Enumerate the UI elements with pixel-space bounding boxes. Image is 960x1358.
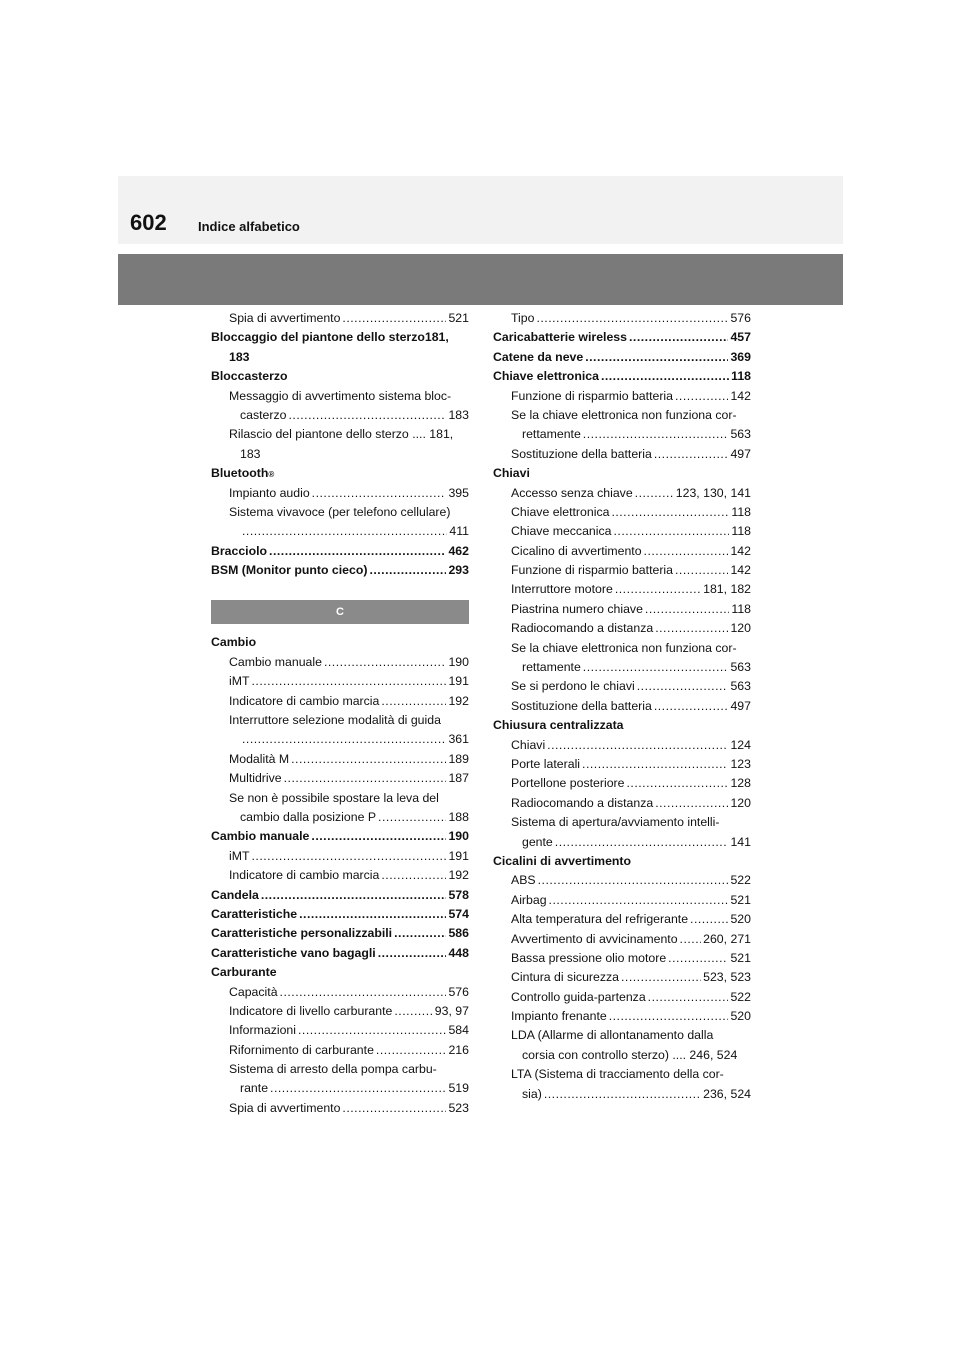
dot-leader	[288, 406, 446, 425]
entry-text: Indicatore di cambio marcia	[229, 693, 380, 708]
index-entries-c	[211, 633, 469, 1118]
dot-leader	[680, 930, 702, 949]
page-reference: 187	[448, 771, 469, 786]
entry-text: Sostituzione della batteria	[511, 446, 652, 461]
entry-text: Alta temperatura del refrigerante	[511, 912, 689, 927]
index-entry	[211, 730, 469, 749]
index-entry	[493, 425, 751, 444]
dot-leader	[635, 484, 674, 503]
dot-leader	[655, 794, 728, 813]
entry-text: Cicalino di avvertimento	[511, 543, 642, 558]
index-entry	[211, 692, 469, 711]
entry-text: Sistema vivavoce (per telefono cellulare)	[229, 504, 451, 519]
index-entry	[493, 833, 751, 852]
index-entry	[493, 639, 751, 658]
dot-leader	[242, 730, 446, 749]
index-entry	[211, 367, 469, 386]
page-reference: 361	[448, 732, 469, 747]
entry-text: Radiocomando a distanza	[511, 621, 654, 636]
entry-text: Radiocomando a distanza	[511, 795, 654, 810]
index-entry	[493, 988, 751, 1007]
dot-leader	[583, 658, 729, 677]
dot-leader	[637, 677, 729, 696]
dot-leader	[298, 1021, 446, 1040]
index-entry	[493, 716, 751, 735]
index-entry	[211, 672, 469, 691]
index-entry	[493, 677, 751, 696]
entry-text: corsia con controllo sterzo) .... 246, 524	[522, 1047, 738, 1062]
page-reference: 181, 182	[703, 582, 751, 597]
entry-text: iMT	[229, 674, 250, 689]
dot-leader	[549, 891, 729, 910]
entry-text: Sistema di arresto della pompa carbu-	[229, 1062, 437, 1077]
index-entry	[493, 580, 751, 599]
index-entry	[493, 445, 751, 464]
page-reference: 141	[730, 834, 751, 849]
index-entry	[211, 944, 469, 963]
index-entries-b	[211, 309, 469, 580]
entry-text: Modalità M	[229, 751, 290, 766]
page-reference: 236, 524	[703, 1086, 751, 1101]
index-entry	[493, 1065, 751, 1084]
index-entry	[211, 866, 469, 885]
index-entry	[211, 445, 469, 464]
entry-text: Cintura di sicurezza	[511, 970, 619, 985]
entry-text: Messaggio di avvertimento sistema bloc-	[229, 388, 452, 403]
dot-leader	[644, 542, 729, 561]
page-reference: 523	[448, 1100, 469, 1115]
index-entry	[493, 949, 751, 968]
dot-leader	[621, 968, 701, 987]
entry-text: Bloccasterzo	[211, 369, 288, 384]
index-entry	[493, 619, 751, 638]
index-entry	[493, 697, 751, 716]
entry-text: Chiave meccanica	[511, 524, 612, 539]
entry-text: Interruttore selezione modalità di guida	[229, 713, 441, 728]
entry-text: Bassa pressione olio motore	[511, 950, 667, 965]
page-reference: 563	[730, 660, 751, 675]
dot-leader	[690, 910, 728, 929]
entry-text: Bloccaggio del piantone dello sterzo181,	[211, 330, 449, 345]
entry-text: Impianto audio	[229, 485, 310, 500]
section-gap	[211, 580, 469, 600]
page-reference: 190	[448, 654, 469, 669]
page-reference: 189	[448, 751, 469, 766]
page-reference: 120	[730, 621, 751, 636]
entry-text: Se si perdono le chiavi	[511, 679, 635, 694]
index-entry	[211, 484, 469, 503]
entry-text: Accesso senza chiave	[511, 485, 633, 500]
index-entry	[493, 464, 751, 483]
entry-text: Chiavi	[493, 466, 530, 481]
page-reference: 586	[448, 926, 469, 941]
entry-text: Rilascio del piantone dello sterzo .... 181,	[229, 427, 454, 442]
page-reference: 124	[730, 737, 751, 752]
dot-leader	[615, 580, 701, 599]
page-reference: 293	[448, 563, 469, 578]
entry-text: Bluetooth	[211, 466, 269, 481]
page-reference: 118	[731, 369, 751, 384]
index-entry	[211, 924, 469, 943]
entry-text: Airbag	[511, 892, 547, 907]
entry-text: Cambio	[211, 635, 257, 650]
index-entry	[211, 827, 469, 846]
entry-text: Se la chiave elettronica non funziona cor-	[511, 407, 737, 422]
dot-leader	[381, 866, 446, 885]
dot-leader	[342, 309, 446, 328]
dot-leader	[544, 1085, 701, 1104]
dot-leader	[378, 808, 446, 827]
entry-text: rante	[240, 1081, 269, 1096]
index-entry	[493, 774, 751, 793]
page-reference: 192	[448, 693, 469, 708]
dot-leader	[252, 672, 447, 691]
page-reference: 118	[731, 601, 751, 616]
entry-text: Caratteristiche vano bagagli	[211, 945, 376, 960]
page-reference: 128	[730, 776, 751, 791]
dot-leader	[675, 561, 728, 580]
page-reference: 216	[448, 1042, 469, 1057]
entry-text: Controllo guida-partenza	[511, 989, 646, 1004]
dot-leader	[654, 445, 729, 464]
index-entry	[211, 348, 469, 367]
index-entry	[211, 561, 469, 580]
page-reference: 574	[448, 906, 469, 921]
dot-leader	[394, 924, 446, 943]
page-reference: 142	[730, 563, 751, 578]
dot-leader	[675, 387, 728, 406]
index-entry	[211, 963, 469, 982]
index-entry	[211, 1021, 469, 1040]
page-reference: 411	[449, 524, 469, 539]
index-entry	[493, 1046, 751, 1065]
index-entry	[211, 309, 469, 328]
index-entry	[211, 503, 469, 522]
dot-leader	[585, 348, 728, 367]
entry-text: Funzione di risparmio batteria	[511, 563, 673, 578]
entry-text: Catene da neve	[493, 349, 584, 364]
page-reference: 190	[448, 829, 469, 844]
entry-text: iMT	[229, 848, 250, 863]
entry-text: Chiave elettronica	[493, 369, 599, 384]
index-entry	[493, 794, 751, 813]
dot-leader	[613, 522, 729, 541]
entry-text: Caricabatterie wireless	[493, 330, 627, 345]
page-reference: 142	[730, 543, 751, 558]
index-entry	[493, 328, 751, 347]
entry-text: Spia di avvertimento	[229, 1100, 341, 1115]
index-entry	[211, 387, 469, 406]
index-entry	[211, 633, 469, 652]
entry-text: BSM (Monitor punto cieco)	[211, 563, 368, 578]
dot-leader	[547, 736, 728, 755]
page-reference: 576	[730, 311, 751, 325]
page-reference: 118	[731, 504, 751, 519]
index-entry	[493, 1026, 751, 1045]
entry-text: Carburante	[211, 965, 277, 980]
page-reference: 520	[730, 1009, 751, 1024]
page-reference: 395	[448, 485, 469, 500]
entry-text: Bracciolo	[211, 543, 268, 558]
entry-text: Indicatore di livello carburante	[229, 1003, 393, 1018]
index-entry	[493, 542, 751, 561]
entry-text: 183	[240, 446, 261, 461]
entry-text: ABS	[511, 873, 536, 888]
entry-text: Cambio manuale	[229, 654, 322, 669]
entry-text: LDA (Allarme di allontanamento dalla	[511, 1028, 714, 1043]
entry-text: Se non è possibile spostare la leva del	[229, 790, 439, 805]
index-entry	[211, 522, 469, 541]
dot-leader	[261, 886, 447, 905]
page-reference: 183	[448, 407, 469, 422]
index-entry	[211, 750, 469, 769]
index-entry	[493, 387, 751, 406]
index-entry	[493, 852, 751, 871]
dot-leader	[654, 697, 729, 716]
index-entry	[211, 789, 469, 808]
entry-text: cambio dalla posizione P	[240, 809, 377, 824]
entry-text: Funzione di risparmio batteria	[511, 388, 673, 403]
entry-text: Chiusura centralizzata	[493, 718, 624, 733]
dot-leader	[609, 1007, 729, 1026]
index-entry	[493, 503, 751, 522]
index-entry	[211, 542, 469, 561]
header-gray-band	[118, 254, 843, 305]
dot-leader	[376, 1041, 447, 1060]
entry-text: Multidrive	[229, 771, 282, 786]
page-reference: 93, 97	[434, 1003, 469, 1018]
dot-leader	[252, 847, 447, 866]
dot-leader	[311, 827, 446, 846]
entry-text: Porte laterali	[511, 756, 581, 771]
dot-leader	[626, 774, 728, 793]
dot-leader	[299, 905, 446, 924]
index-entry	[493, 367, 751, 386]
index-entry	[211, 711, 469, 730]
entry-text: Sistema di apertura/avviamento intelli-	[511, 815, 720, 830]
page-reference: 522	[730, 989, 751, 1004]
index-entry	[211, 1002, 469, 1021]
page-reference: 142	[730, 388, 751, 403]
page-reference: 521	[730, 950, 751, 965]
index-entry	[211, 1099, 469, 1118]
page-reference: 522	[730, 873, 751, 888]
entry-text: LTA (Sistema di tracciamento della cor-	[511, 1067, 724, 1082]
index-entry	[211, 653, 469, 672]
entry-text: Informazioni	[229, 1023, 296, 1038]
dot-leader	[242, 522, 447, 541]
page-reference: 497	[730, 446, 751, 461]
entry-text: gente	[522, 834, 553, 849]
page-reference: 519	[448, 1081, 469, 1096]
entry-text: Candela	[211, 887, 259, 902]
page-reference: 462	[448, 543, 469, 558]
dot-leader	[536, 309, 728, 328]
index-entry	[211, 769, 469, 788]
page-reference: 191	[448, 674, 469, 689]
entry-text: Cicalini di avvertimento	[493, 853, 632, 868]
index-entry	[211, 886, 469, 905]
page-reference: 584	[448, 1023, 469, 1038]
index-entry: Bluetooth ®	[211, 464, 469, 483]
dot-leader	[648, 988, 729, 1007]
dot-leader	[369, 561, 446, 580]
page-reference: 120	[730, 795, 751, 810]
index-entry	[493, 871, 751, 890]
index-entry	[211, 1041, 469, 1060]
entry-text: Portellone posteriore	[511, 776, 625, 791]
entry-text: Chiavi	[511, 737, 546, 752]
page-reference: 520	[730, 912, 751, 927]
index-column-right	[493, 309, 751, 1104]
dot-leader	[280, 983, 447, 1002]
section-title: Indice alfabetico	[198, 219, 300, 234]
dot-leader	[284, 769, 447, 788]
page-reference: 523, 523	[703, 970, 751, 985]
index-entry	[211, 425, 469, 444]
dot-leader	[270, 1079, 446, 1098]
index-entry	[493, 522, 751, 541]
index-entry	[493, 910, 751, 929]
index-entry	[493, 406, 751, 425]
entry-text: Impianto frenante	[511, 1009, 607, 1024]
page-reference: 521	[448, 311, 469, 325]
entry-text: Caratteristiche	[211, 906, 298, 921]
page-reference: 192	[448, 868, 469, 883]
page-reference: 457	[730, 330, 751, 345]
entry-text: Interruttore motore	[511, 582, 613, 597]
entry-text: Capacità	[229, 984, 278, 999]
page-reference: 578	[448, 887, 469, 902]
index-column-left	[211, 309, 469, 1118]
entry-text: 183	[229, 349, 250, 364]
entry-text: casterzo	[240, 407, 287, 422]
index-entry	[211, 905, 469, 924]
dot-leader	[269, 542, 446, 561]
entry-text: rettamente	[522, 660, 581, 675]
letter-heading-c: C	[211, 600, 469, 624]
index-entry	[493, 813, 751, 832]
dot-leader	[601, 367, 729, 386]
index-entry	[493, 1085, 751, 1104]
index-entry	[211, 328, 469, 347]
page-reference: 521	[730, 892, 751, 907]
dot-leader	[378, 944, 447, 963]
index-entry	[493, 891, 751, 910]
page-number: 602	[130, 210, 167, 235]
dot-leader	[342, 1099, 446, 1118]
index-entry	[493, 736, 751, 755]
dot-leader	[645, 600, 729, 619]
page-reference: 576	[448, 984, 469, 999]
dot-leader	[583, 425, 729, 444]
index-entry	[493, 484, 751, 503]
index-entry	[493, 600, 751, 619]
page-reference: 563	[730, 679, 751, 694]
page-reference: 123	[730, 756, 751, 771]
index-entry	[211, 1079, 469, 1098]
page-reference: 448	[448, 945, 469, 960]
index-entry	[493, 968, 751, 987]
entry-text: Se la chiave elettronica non funziona cor-	[511, 640, 737, 655]
entry-text: Piastrina numero chiave	[511, 601, 643, 616]
index-entry	[493, 1007, 751, 1026]
entry-text: Avvertimento di avvicinamento	[511, 931, 678, 946]
index-entry	[211, 847, 469, 866]
dot-leader	[312, 484, 447, 503]
entry-text: Spia di avvertimento	[229, 311, 341, 325]
entry-text: Cambio manuale	[211, 829, 310, 844]
index-entry	[493, 561, 751, 580]
page-reference: 563	[730, 427, 751, 442]
dot-leader	[291, 750, 446, 769]
page-reference: 497	[730, 698, 751, 713]
index-entry	[493, 309, 751, 328]
page-reference: 123, 130, 141	[675, 485, 751, 500]
dot-leader	[655, 619, 728, 638]
index-entries-c-continued	[493, 309, 751, 1104]
page-reference: 369	[730, 349, 751, 364]
dot-leader	[394, 1002, 432, 1021]
entry-text: Tipo	[511, 311, 535, 325]
dot-leader	[538, 871, 729, 890]
entry-text: Rifornimento di carburante	[229, 1042, 374, 1057]
index-entry	[211, 983, 469, 1002]
dot-leader	[668, 949, 728, 968]
dot-leader	[381, 692, 446, 711]
index-entry	[493, 755, 751, 774]
page-reference: 191	[448, 848, 469, 863]
entry-text: Chiave elettronica	[511, 504, 610, 519]
entry-text: Indicatore di cambio marcia	[229, 868, 380, 883]
dot-leader	[629, 328, 728, 347]
entry-text: rettamente	[522, 427, 581, 442]
index-entry	[493, 348, 751, 367]
entry-text: sia)	[522, 1086, 542, 1101]
dot-leader	[555, 833, 729, 852]
index-entry	[211, 406, 469, 425]
page-reference: 188	[448, 809, 469, 824]
dot-leader	[324, 653, 447, 672]
dot-leader	[611, 503, 729, 522]
index-entry	[211, 1060, 469, 1079]
dot-leader	[582, 755, 728, 774]
entry-text: Caratteristiche personalizzabili	[211, 926, 393, 941]
page-reference: 260, 271	[703, 931, 751, 946]
entry-text: Sostituzione della batteria	[511, 698, 652, 713]
page-reference: 118	[731, 524, 751, 539]
index-entry	[493, 658, 751, 677]
index-entry	[211, 808, 469, 827]
index-entry	[493, 930, 751, 949]
